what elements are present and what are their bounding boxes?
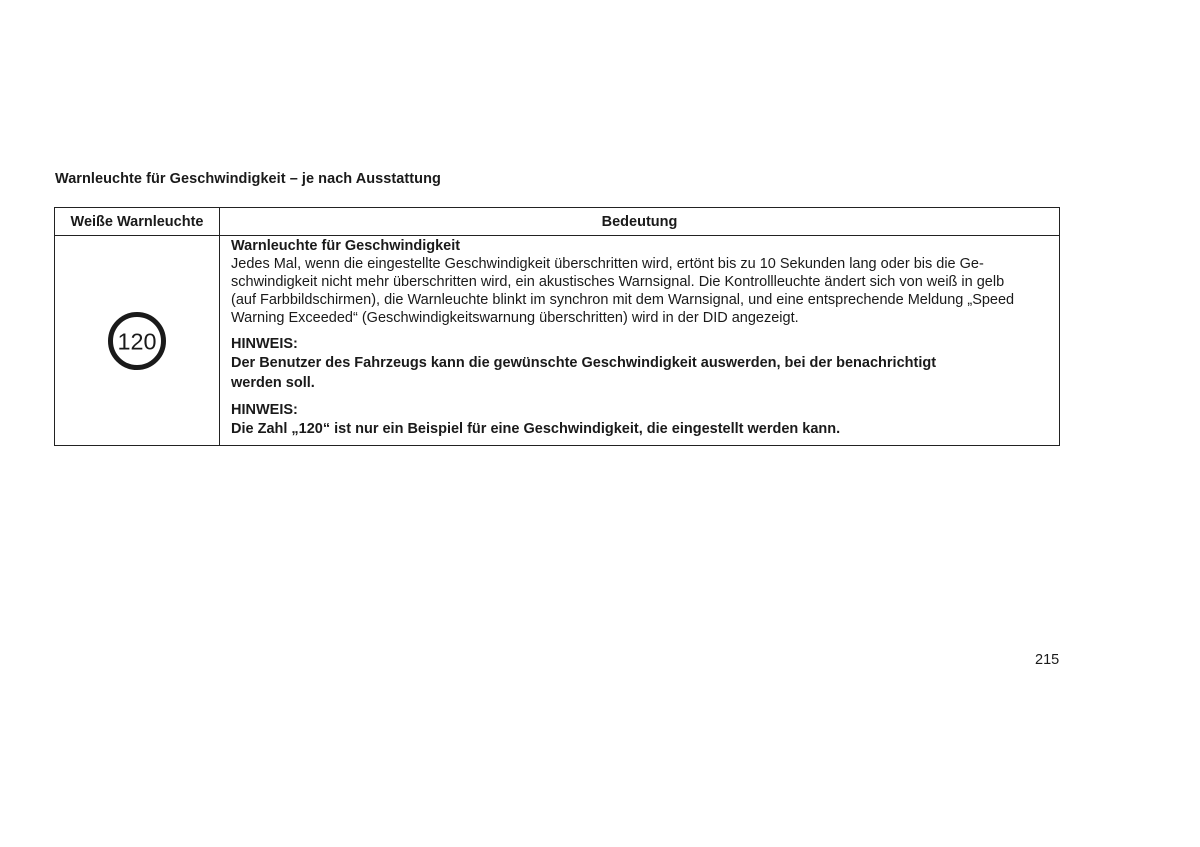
page-number: 215 (1035, 652, 1060, 668)
description-title: Warnleuchte für Geschwindigkeit (231, 238, 461, 254)
description-line: schwindigkeit nicht mehr überschritten wird, ein akustisches Warnsignal. Die Kontrollleuchte ändert sich von weiß in gelb (231, 274, 1005, 290)
speed-limit-120-icon (107, 311, 167, 371)
table-row (55, 236, 1060, 446)
warning-light-table (54, 207, 1060, 446)
description-body (231, 255, 1048, 327)
note-text (231, 419, 1048, 439)
table-header-row (55, 208, 1060, 236)
column-header-meaning: Bedeutung (220, 208, 1060, 236)
description-line: (auf Farbbildschirmen), die Warnleuchte blinkt im synchron mit dem Warnsignal, und eine entsprechende Meldung „Speed (231, 292, 1015, 308)
description-line: Warning Exceeded“ (Geschwindigkeitswarnung überschritten) wird in der DID angezeigt. (231, 310, 799, 326)
section-heading: Warnleuchte für Geschwindigkeit – je nach Ausstattung (55, 171, 441, 187)
note-label: HINWEIS: (231, 402, 298, 418)
note-line: werden soll. (231, 375, 315, 391)
description-cell (220, 236, 1060, 446)
icon-cell (55, 236, 220, 446)
note-label: HINWEIS: (231, 336, 298, 352)
note-text (231, 353, 1048, 393)
note-line: Der Benutzer des Fahrzeugs kann die gewünschte Geschwindigkeit auswerden, bei der benachrichtigt (231, 355, 937, 371)
speed-sign-value: 120 (117, 328, 157, 354)
note-line: Die Zahl „120“ ist nur ein Beispiel für eine Geschwindigkeit, die eingestellt werden kann. (231, 421, 841, 437)
description-line: Jedes Mal, wenn die eingestellte Geschwindigkeit überschritten wird, ertönt bis zu 10 Sekunden lang oder bis die Ge- (231, 256, 984, 272)
column-header-warning-light: Weiße Warnleuchte (55, 208, 220, 236)
